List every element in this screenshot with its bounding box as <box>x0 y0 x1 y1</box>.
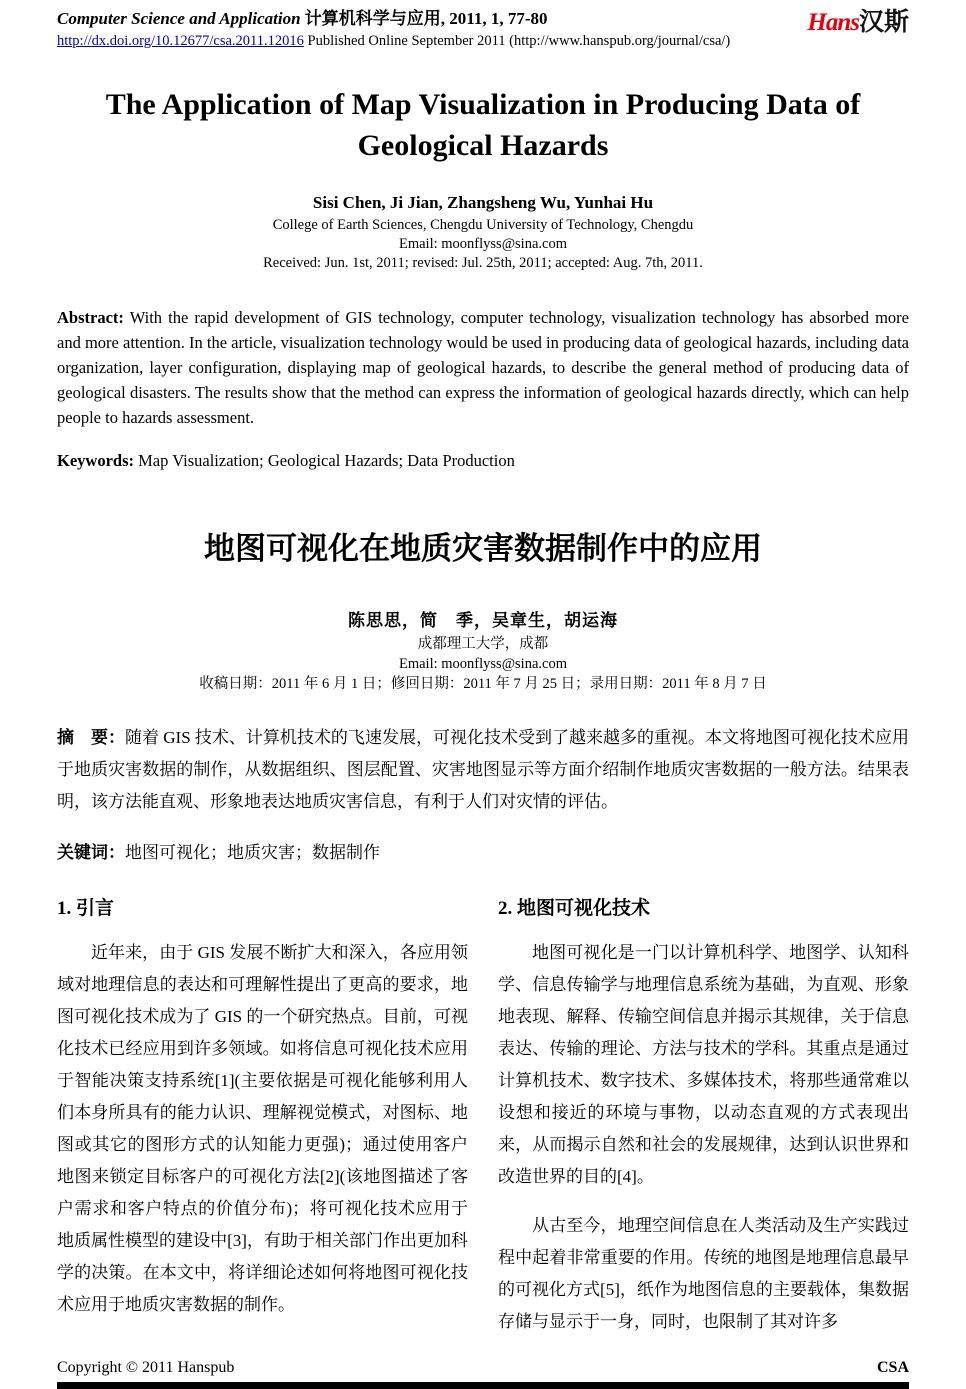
authors-zh: 陈思思，简 季，吴章生，胡运海 <box>348 611 618 631</box>
doi-link[interactable]: http://dx.doi.org/10.12677/csa.2011.12016 <box>57 32 304 49</box>
abstract-label-zh: 摘 要： <box>57 728 126 748</box>
journal-info <box>57 8 730 50</box>
published-online-text: Published Online September 2011 (http://www.hanspub.org/journal/csa/) <box>303 32 731 49</box>
footer-divider-bar <box>57 1382 909 1389</box>
authors-en: Sisi Chen, Ji Jian, Zhangsheng Wu, Yunhai Hu <box>312 192 654 212</box>
keywords-label-zh: 关键词： <box>57 843 125 863</box>
journal-name-zh: 计算机科学与应用, 2011, 1, 77-80 <box>300 9 548 28</box>
abstract-text-en: With the rapid development of GIS technology, computer technology, visualization technology has absorbed more and more attention. In the article, visualization technology would be used in producing data of geological hazards, including data organization, layer configuration, displaying map of geological hazards, to describe the general method of producing data of geological disasters. The results show that the method can express the information of geological hazards directly, which can help people to hazards assessment. <box>57 308 909 428</box>
abstract-text-zh: 随着 GIS 技术、计算机技术的飞速发展，可视化技术受到了越来越多的重视。本文将地图可视化技术应用于地质灾害数据的制作，从数据组织、图层配置、灾害地图显示等方面介绍制作地质灾害数据的一般方法。结果表明，该方法能直观、形象地表达地质灾害信息，有利于人们对灾情的评估。 <box>57 728 910 812</box>
hanspub-logo-hans: Hans <box>807 9 859 36</box>
email-zh: Email: moonflyss@sina.com <box>398 656 567 673</box>
abstract-en <box>57 305 909 430</box>
email-en: Email: moonflyss@sina.com <box>398 235 567 252</box>
footer-row <box>57 1359 909 1382</box>
section-1-heading: 1. 引言 <box>57 898 115 920</box>
received-dates-zh: 收稿日期：2011 年 6 月 1 日；修回日期：2011 年 7 月 25 日；录用日期：2011 年 8 月 7 日 <box>199 676 767 693</box>
keywords-label-en: Keywords: <box>57 451 134 471</box>
journal-name-en: Computer Science and Application <box>57 9 301 28</box>
abstract-label-en: Abstract: <box>57 308 124 328</box>
abstract-zh <box>57 722 909 818</box>
hanspub-logo <box>807 8 909 37</box>
journal-abbreviation: CSA <box>876 1359 909 1376</box>
keywords-text-zh: 地图可视化；地质灾害；数据制作 <box>125 843 380 863</box>
affiliation-zh: 成都理工大学，成都 <box>417 636 549 653</box>
received-dates-en: Received: Jun. 1st, 2011; revised: Jul. 25th, 2011; accepted: Aug. 7th, 2011. <box>263 254 703 271</box>
body-columns <box>57 893 909 1354</box>
publication-line <box>57 33 730 50</box>
page-footer <box>57 1359 909 1389</box>
keywords-zh <box>57 838 909 863</box>
paper-title-en: The Application of Map Visualization in Producing Data of Geological Hazards <box>105 87 861 163</box>
journal-header <box>57 8 909 50</box>
section-2-paragraph-1: 地图可视化是一门以计算机科学、地图学、认知科学、信息传输学与地理信息系统为基础，为直观、形象地表现、解释、传输空间信息并揭示其规律，关于信息表达、传输的理论、方法与技术的学科。其重点是通过计算机技术、数字技术、多媒体技术，将那些通常难以设想和接近的环境与事物，以动态直观的方式表现出来，从而揭示自然和社会的发展规律，达到认识世界和改造世界的目的[4]。 <box>498 943 909 1187</box>
copyright-text: Copyright © 2011 Hanspub <box>57 1359 235 1376</box>
section-1-paragraph: 近年来，由于 GIS 发展不断扩大和深入，各应用领域对地理信息的表达和可理解性提出了更高的要求，地图可视化技术成为了 GIS 的一个研究热点。目前，可视化技术已经应用到许多领域。如将信息可视化技术应用于智能决策支持系统[1](主要依据是可视化能够利用人们本身所具有的能力认识、理解视觉模式，对图标、地图或其它的图形方式的认知能力更强)；通过使用客户地图来锁定目标客户的可视化方法[2](该地图描述了客户需求和客户特点的价值分布)；将可视化技术应用于地质属性模型的建设中[3]，有助于相关部门作出更加科学的决策。在本文中，将详细论述如何将地图可视化技术应用于地质灾害数据的制作。 <box>57 943 468 1314</box>
section-2-paragraph-2: 从古至今，地理空间信息在人类活动及生产实践过程中起着非常重要的作用。传统的地图是地理信息最早的可视化方式[5]，纸作为地图信息的主要载体，集数据存储与显示于一身，同时，也限制了其对许多 <box>498 1215 909 1331</box>
left-column <box>57 893 468 1354</box>
section-2-heading: 2. 地图可视化技术 <box>498 898 651 920</box>
hanspub-logo-zh: 汉斯 <box>858 9 909 36</box>
journal-title-line <box>57 8 730 31</box>
keywords-text-en: Map Visualization; Geological Hazards; Data Production <box>134 451 515 471</box>
keywords-en <box>57 451 909 471</box>
paper-title-zh: 地图可视化在地质灾害数据制作中的应用 <box>204 531 762 567</box>
affiliation-en: College of Earth Sciences, Chengdu University of Technology, Chengdu <box>272 216 694 233</box>
right-column <box>498 893 909 1354</box>
